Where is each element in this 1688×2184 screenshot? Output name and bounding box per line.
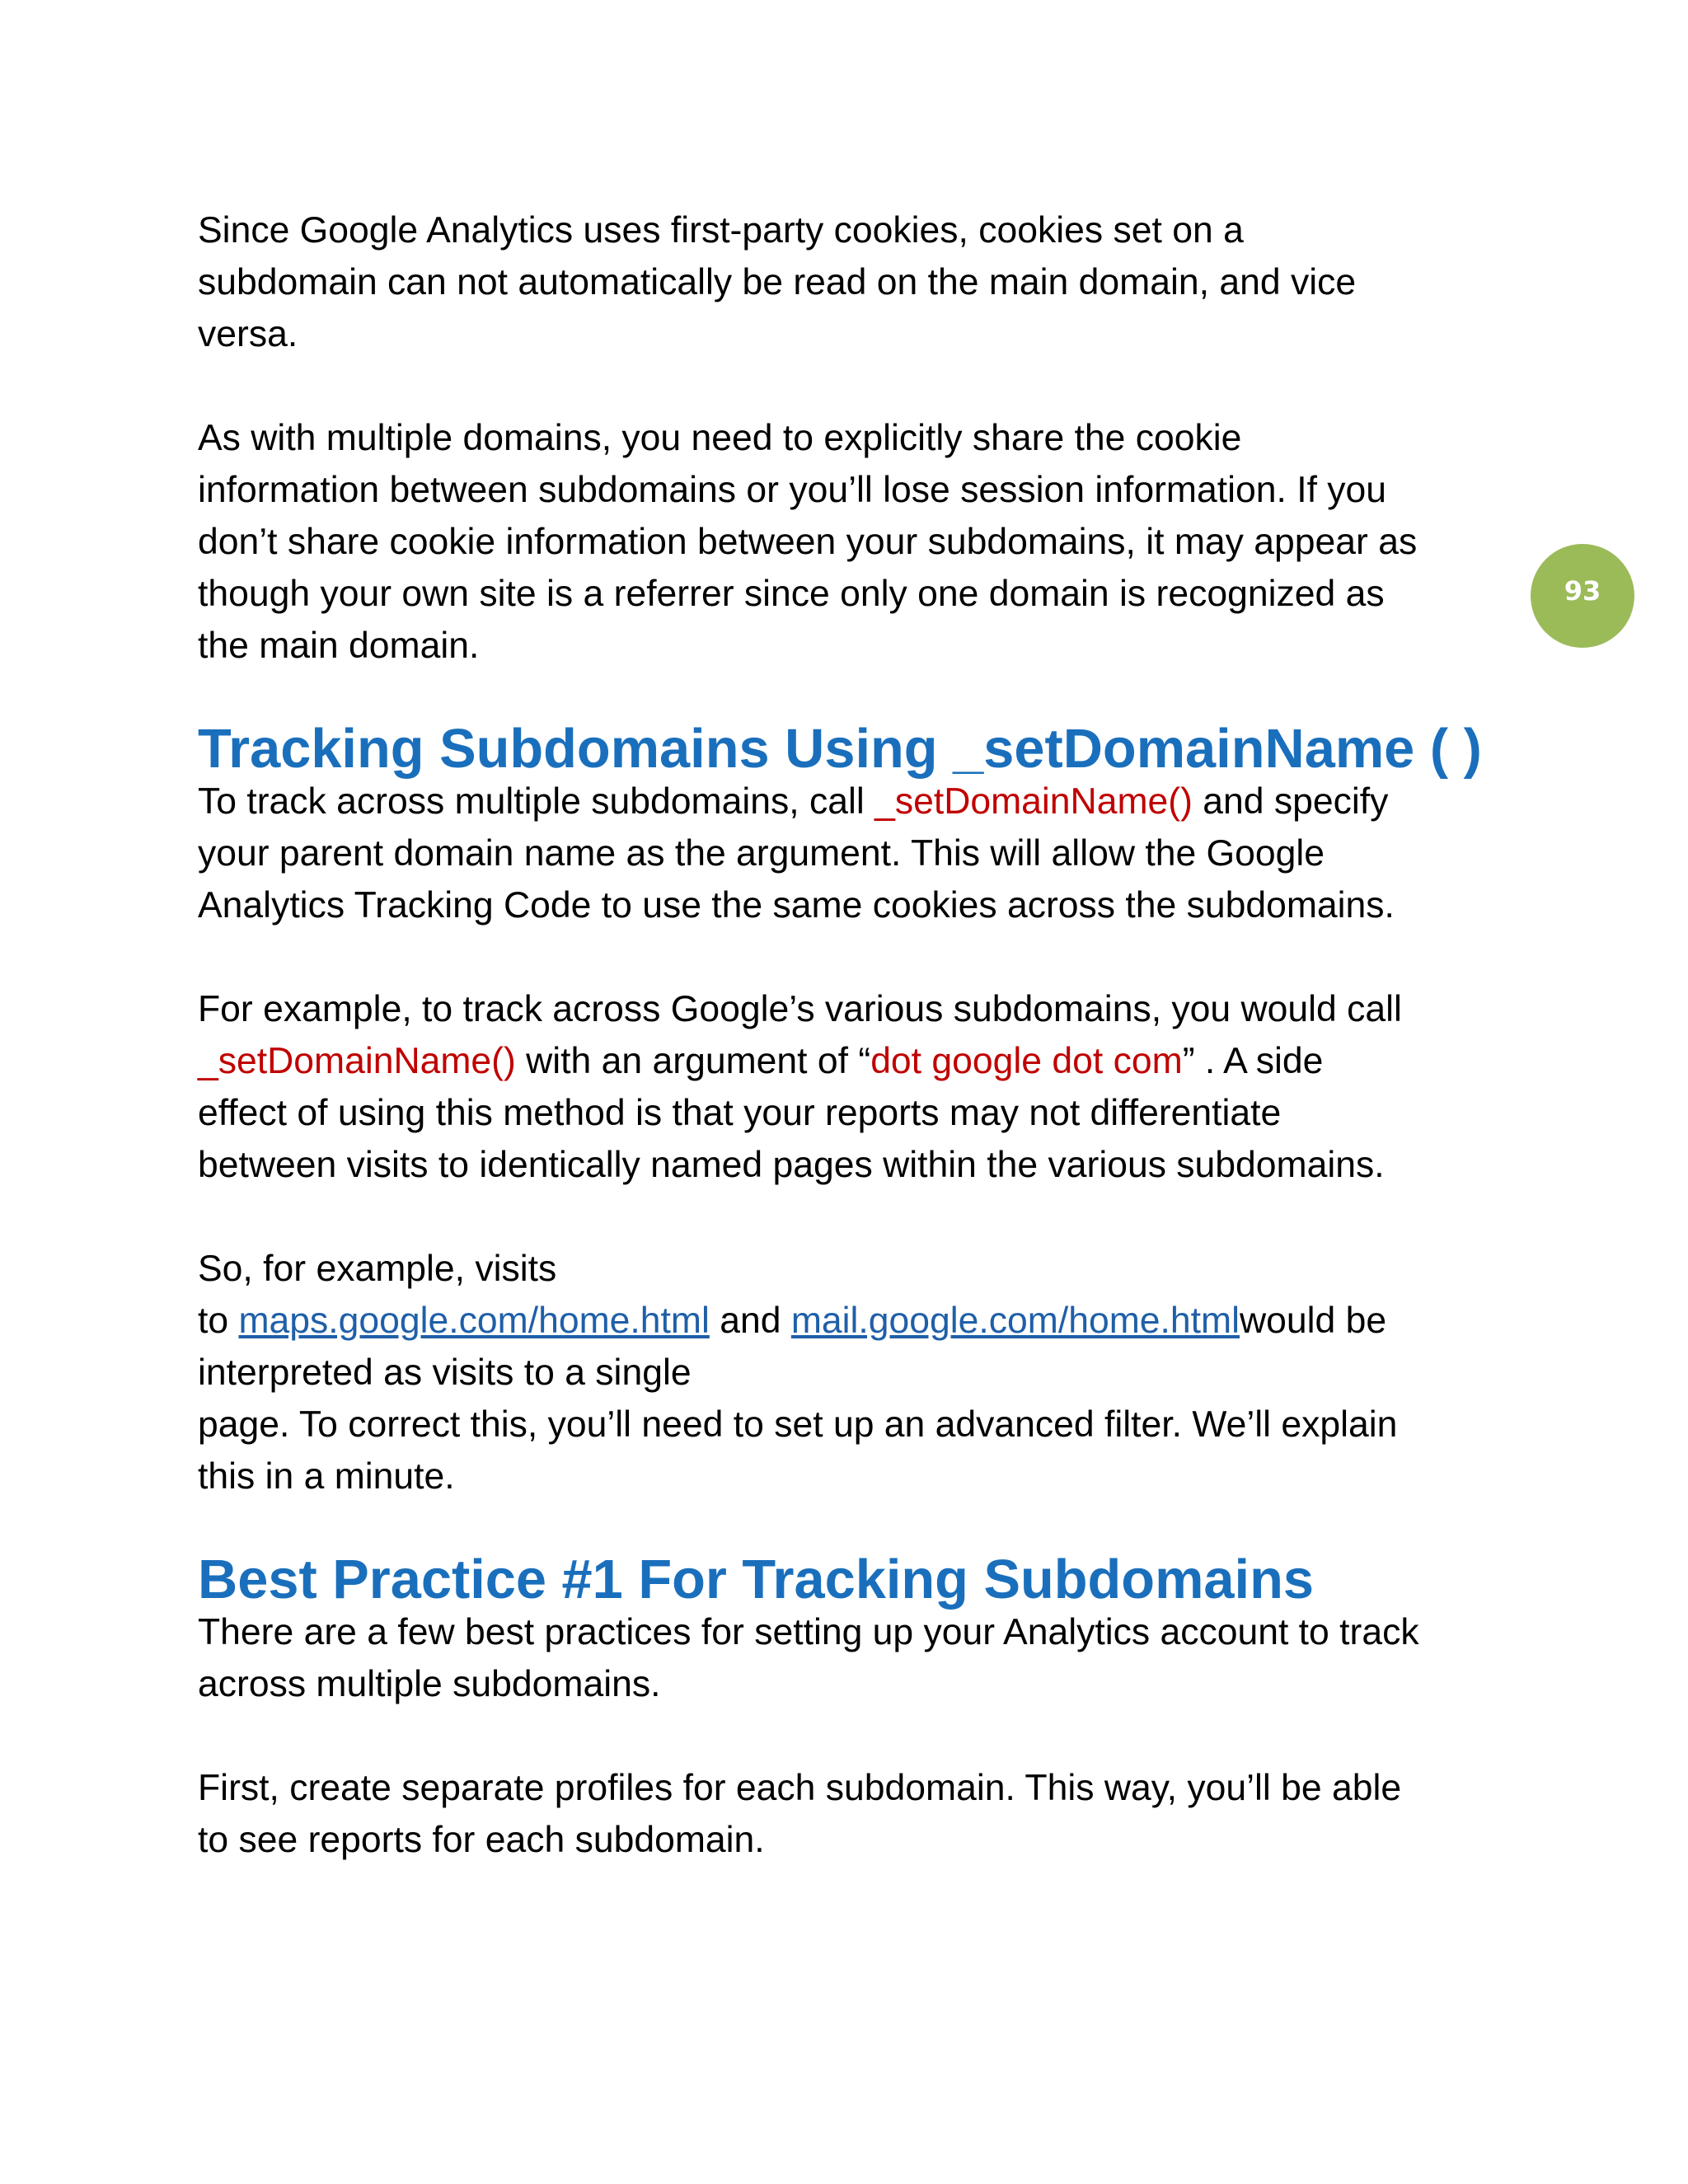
text-run: with an argument of “ [515,1041,871,1081]
text-line: across multiple subdomains. [198,1664,661,1704]
text-run: would be [1239,1301,1387,1341]
text-line: As with multiple domains, you need to explicitly share the cookie [198,418,1242,458]
text-run: and [709,1301,791,1341]
text-line: interpreted as visits to a single [198,1352,692,1393]
text-run: To track across multiple subdomains, call [198,781,875,822]
text-line: There are a few best practices for setting up your Analytics account to track [198,1612,1419,1652]
text-line: For example, to track across Google’s various subdomains, you would call [198,989,1402,1029]
text-line [198,1295,1500,1347]
text-line: First, create separate profiles for each subdomain. This way, you’ll be able [198,1768,1402,1808]
paragraph-separate-profiles [198,1762,1500,1866]
text-line: Since Google Analytics uses first-party cookies, cookies set on a [198,210,1244,251]
code-snippet: _setDomainName() [198,1041,516,1081]
text-line: the main domain. [198,626,480,666]
paragraph-first-party-cookies [198,204,1500,360]
section-heading-tracking-subdomains: Tracking Subdomains Using _setDomainName ( ) [198,719,1482,780]
text-line: So, for example, visits [198,1249,557,1289]
text-line: between visits to identically named pages within the various subdomains. [198,1145,1385,1185]
text-line: Analytics Tracking Code to use the same cookies across the subdomains. [198,885,1395,926]
text-line: this in a minute. [198,1456,455,1497]
page-content [198,204,1500,1918]
code-snippet: _setDomainName() [874,781,1193,822]
text-line: don’t share cookie information between your subdomains, it may appear as [198,522,1418,562]
paragraph-visits-example [198,1243,1500,1502]
text-line: though your own site is a referrer since only one domain is recognized as [198,574,1385,614]
code-snippet: dot google dot com [870,1041,1183,1081]
text-line: information between subdomains or you’ll lose session information. If you [198,470,1387,510]
paragraph-set-domain-name [198,776,1500,931]
text-line [198,1035,1500,1087]
text-run: ” . A side [1182,1041,1324,1081]
page-number: 93 [1564,575,1601,607]
text-run: and specify [1192,781,1389,822]
paragraph-best-practices-intro [198,1606,1500,1710]
text-line [198,776,1500,827]
text-run: to [198,1301,239,1341]
text-line: versa. [198,314,298,354]
text-line: to see reports for each subdomain. [198,1820,765,1860]
text-line: effect of using this method is that your reports may not differentiate [198,1093,1282,1133]
page-number-badge [1531,544,1634,648]
text-line: page. To correct this, you’ll need to set up an advanced filter. We’ll explain [198,1404,1398,1445]
link-maps-google[interactable]: maps.google.com/home.html [238,1301,710,1341]
paragraph-google-example [198,983,1500,1191]
link-mail-google[interactable]: mail.google.com/home.html [790,1301,1240,1341]
text-line: subdomain can not automatically be read on the main domain, and vice [198,262,1357,302]
section-heading-best-practice: Best Practice #1 For Tracking Subdomains [198,1549,1315,1610]
paragraph-share-cookie [198,412,1500,672]
text-line: your parent domain name as the argument. This will allow the Google [198,833,1325,874]
